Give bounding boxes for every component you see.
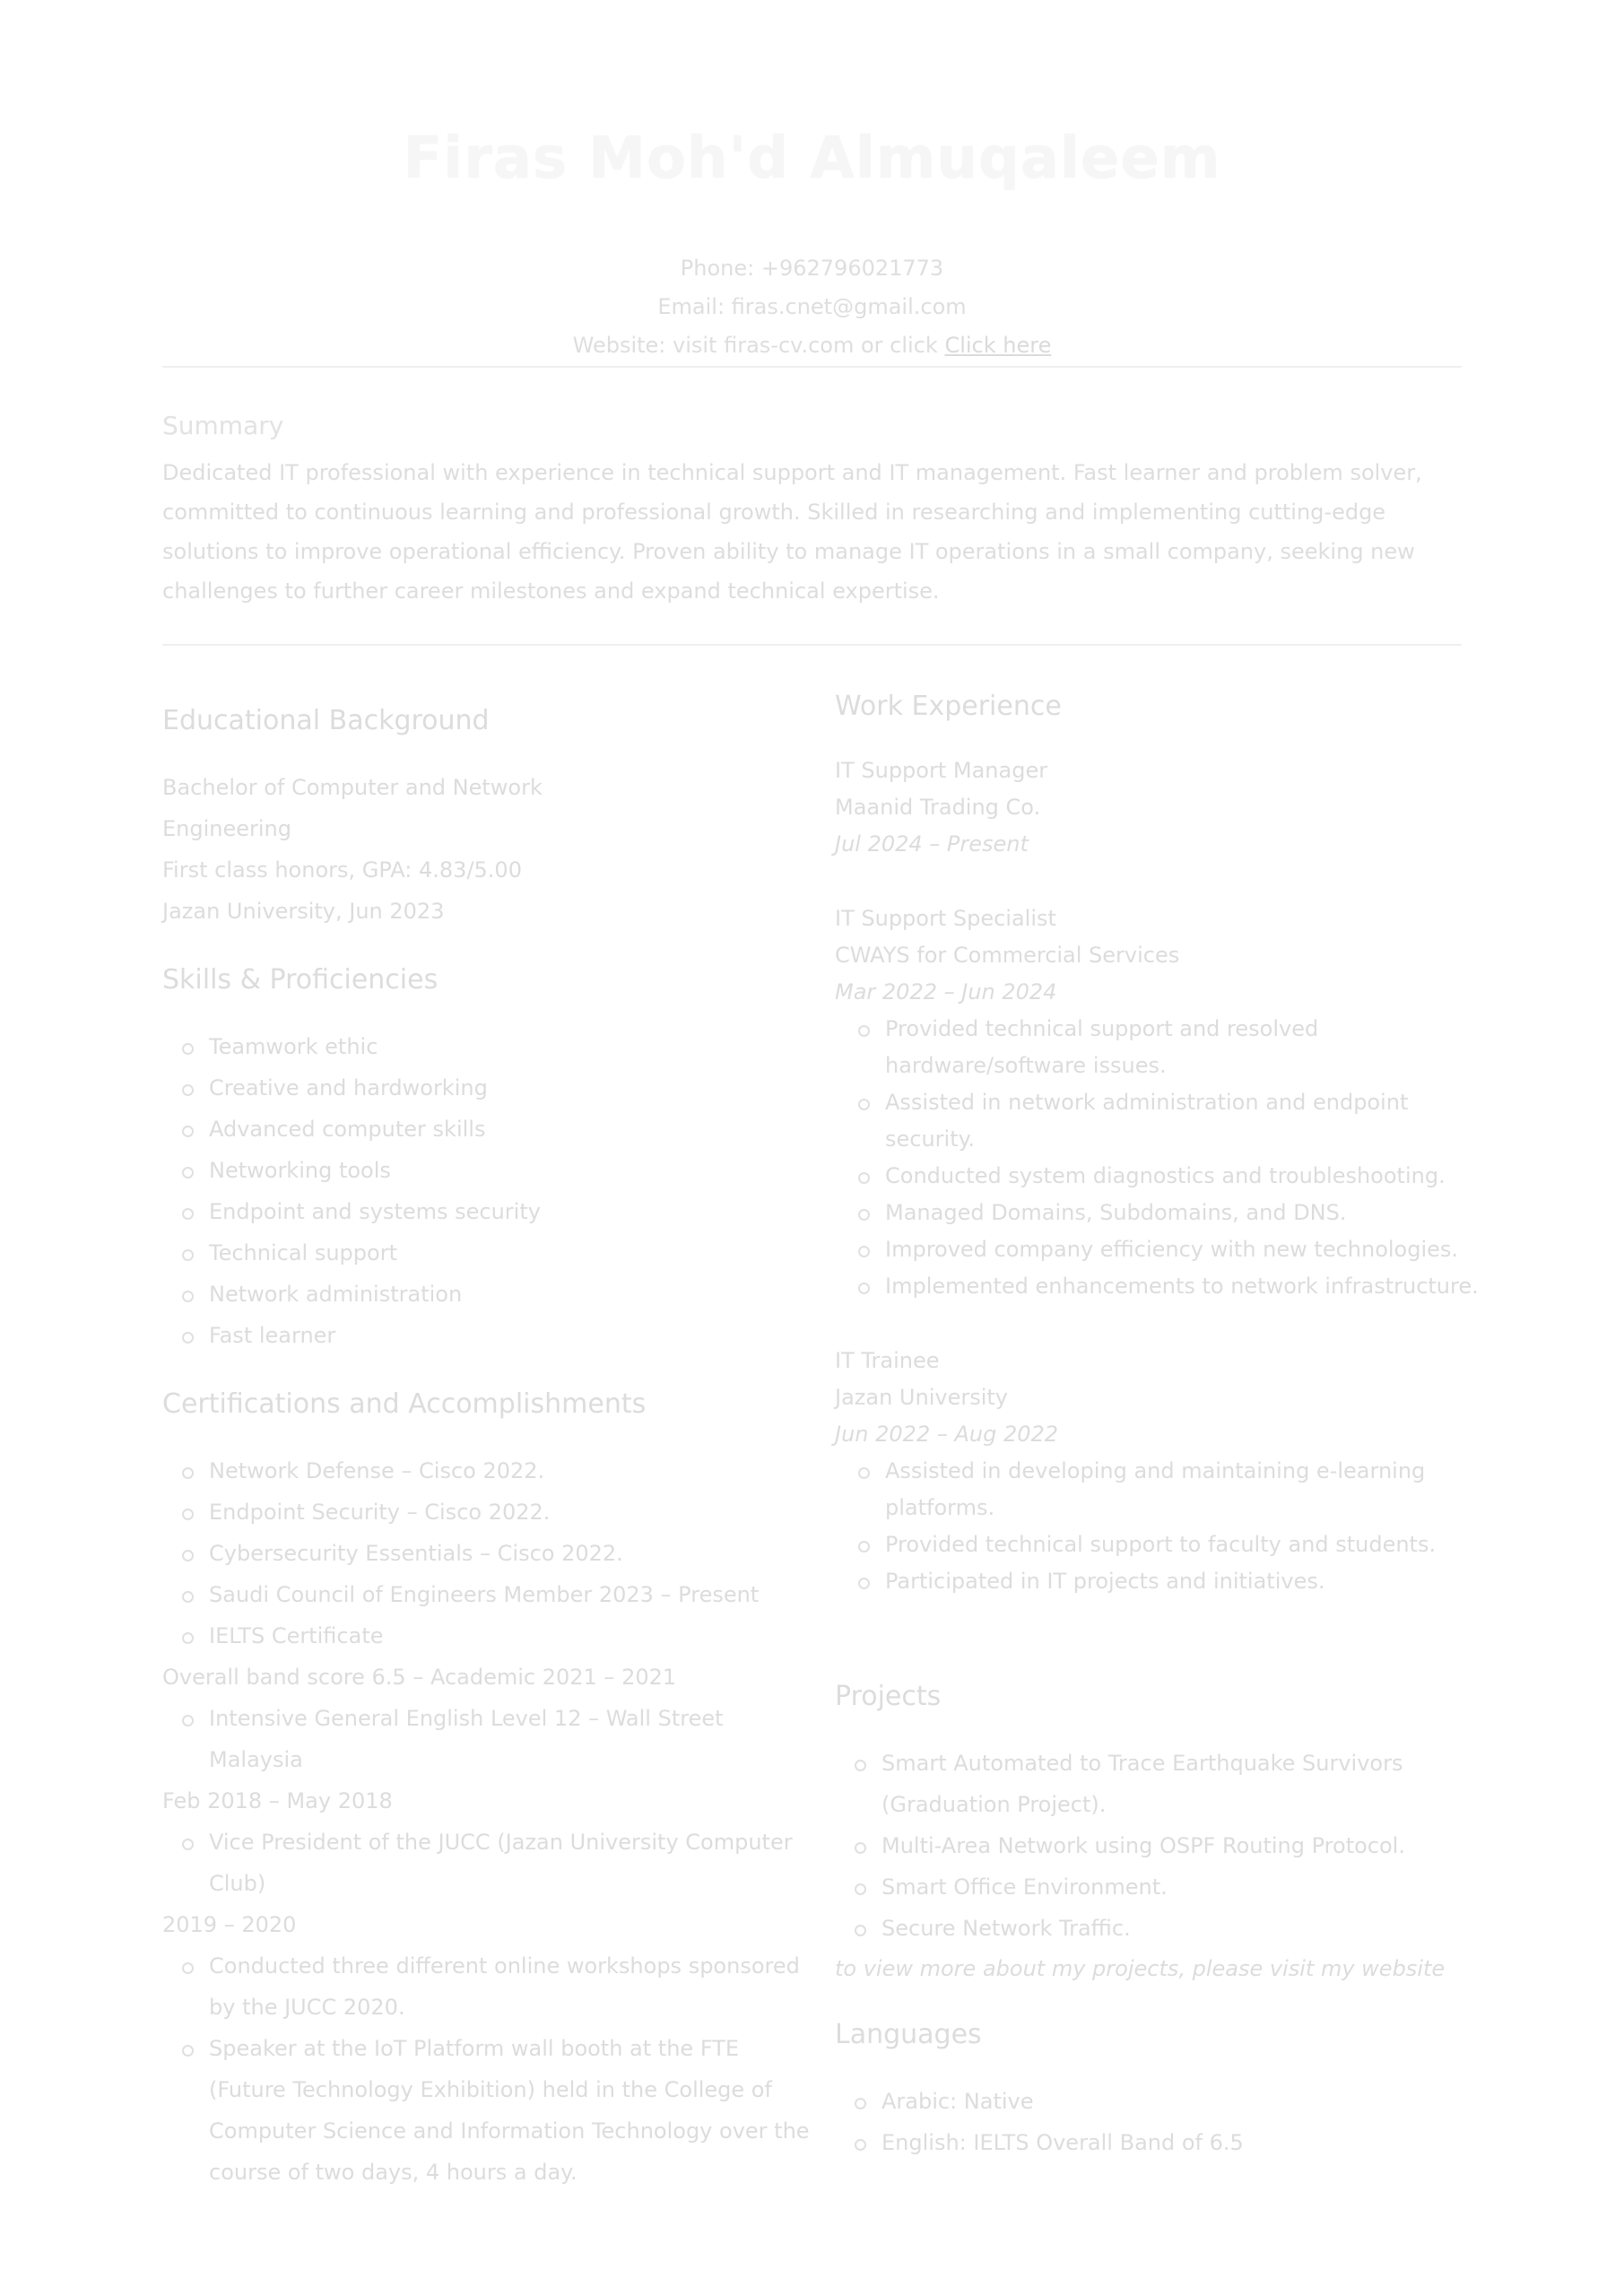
list-item: Smart Office Environment. (881, 1866, 1481, 1908)
job-title: IT Trainee (835, 1348, 940, 1373)
job-title: IT Support Specialist (835, 906, 1056, 931)
education-block (162, 767, 817, 932)
job-date: Jul 2024 – Present (835, 831, 1029, 857)
list-item: Smart Automated to Trace Earthquake Survivors (Graduation Project). (881, 1743, 1481, 1825)
list-item: Speaker at the IoT Platform wall booth at the FTE (Future Technology Exhibition) held in the College of Computer Science and Information Technology over the course of two days, 4 hours a day. (209, 2028, 817, 2193)
job-entry-1 (835, 752, 1481, 863)
list-item: Network administration (209, 1274, 817, 1315)
website-link[interactable]: Click here (944, 333, 1052, 358)
job-date: Jun 2022 – Aug 2022 (835, 1422, 1059, 1447)
website-line (0, 326, 1624, 365)
wallstreet-date-line: Feb 2018 – May 2018 (162, 1788, 393, 1813)
honors-line: First class honors, GPA: 4.83/5.00 (162, 857, 522, 883)
skills-title: Skills & Proficiencies (162, 964, 439, 996)
languages-list (835, 2081, 1481, 2163)
website-prefix: Website: visit firas-cv.com or click (572, 333, 938, 358)
degree-line-1: Bachelor of Computer and Network (162, 775, 543, 800)
projects-title: Projects (835, 1681, 942, 1712)
list-item: Cybersecurity Essentials – Cisco 2022. (209, 1533, 817, 1574)
list-item: Teamwork ethic (209, 1026, 817, 1067)
summary-section (162, 411, 1462, 611)
list-item: Intensive General English Level 12 – Wall Street Malaysia (209, 1698, 817, 1780)
header-divider (162, 366, 1462, 368)
job-bullets (835, 1011, 1481, 1305)
left-column (162, 691, 817, 2193)
job-date: Mar 2022 – Jun 2024 (835, 979, 1057, 1004)
list-item: Saudi Council of Engineers Member 2023 – Present (209, 1574, 817, 1615)
certifications-list-3 (162, 1822, 817, 1904)
resume-header (0, 0, 1624, 365)
summary-divider (162, 644, 1462, 646)
list-item: Arabic: Native (881, 2081, 1481, 2122)
list-item: Improved company efficiency with new technologies. (885, 1231, 1481, 1268)
job-company: CWAYS for Commercial Services (835, 943, 1180, 968)
list-item: IELTS Certificate (209, 1615, 817, 1657)
certifications-list-4 (162, 1945, 817, 2193)
phone-line: Phone: +962796021773 (680, 256, 944, 281)
job-company: Maanid Trading Co. (835, 795, 1041, 820)
list-item: Conducted three different online workshops sponsored by the JUCC 2020. (209, 1945, 817, 2028)
list-item: Vice President of the JUCC (Jazan University Computer Club) (209, 1822, 817, 1904)
job-company: Jazan University (835, 1385, 1008, 1410)
work-title: Work Experience (835, 691, 1062, 722)
projects-note: to view more about my projects, please visit my website (835, 1956, 1446, 1981)
ielts-score-line: Overall band score 6.5 – Academic 2021 – 2021 (162, 1665, 677, 1690)
certifications-list (162, 1450, 817, 1657)
list-item: Assisted in developing and maintaining e-learning platforms. (885, 1453, 1481, 1526)
list-item: English: IELTS Overall Band of 6.5 (881, 2122, 1481, 2163)
certifications-list-2 (162, 1698, 817, 1780)
list-item: Participated in IT projects and initiatives. (885, 1563, 1481, 1600)
list-item: Multi-Area Network using OSPF Routing Protocol. (881, 1825, 1481, 1866)
certifications-title: Certifications and Accomplishments (162, 1388, 647, 1420)
languages-title: Languages (835, 2019, 982, 2050)
email-line: Email: firas.cnet@gmail.com (657, 294, 967, 319)
list-item: Network Defense – Cisco 2022. (209, 1450, 817, 1492)
list-item: Provided technical support to faculty and students. (885, 1526, 1481, 1563)
list-item: Conducted system diagnostics and troubleshooting. (885, 1158, 1481, 1195)
list-item: Advanced computer skills (209, 1109, 817, 1150)
list-item: Assisted in network administration and endpoint security. (885, 1084, 1481, 1158)
job-entry-3 (835, 1343, 1481, 1600)
list-item: Networking tools (209, 1150, 817, 1191)
list-item: Fast learner (209, 1315, 817, 1356)
summary-title: Summary (162, 411, 284, 440)
job-entry-2 (835, 900, 1481, 1305)
list-item: Secure Network Traffic. (881, 1908, 1481, 1949)
list-item: Implemented enhancements to network infrastructure. (885, 1268, 1481, 1305)
list-item: Managed Domains, Subdomains, and DNS. (885, 1195, 1481, 1231)
projects-list (835, 1743, 1481, 1949)
summary-text: Dedicated IT professional with experience in technical support and IT management. Fast learner and problem solver, committed to continuous learning and professional growth. Skilled in researching and implementing cutting-edge solutions to improve operational efficiency. Proven ability to manage IT operations in a small company, seeking new challenges to further career milestones and expand technical expertise. (162, 460, 1422, 604)
job-bullets (835, 1453, 1481, 1600)
right-column (835, 691, 1481, 2196)
degree-line-2: Engineering (162, 816, 291, 841)
list-item: Endpoint and systems security (209, 1191, 817, 1232)
candidate-name: Firas Moh'd Almuqaleem (403, 126, 1221, 192)
education-title: Educational Background (162, 705, 490, 736)
list-item: Endpoint Security – Cisco 2022. (209, 1492, 817, 1533)
job-title: IT Support Manager (835, 758, 1048, 783)
list-item: Creative and hardworking (209, 1067, 817, 1109)
university-line: Jazan University, Jun 2023 (162, 899, 445, 924)
jucc-date-line: 2019 – 2020 (162, 1912, 297, 1937)
skills-list (162, 1026, 817, 1356)
list-item: Provided technical support and resolved hardware/software issues. (885, 1011, 1481, 1084)
list-item: Technical support (209, 1232, 817, 1274)
contact-block (0, 249, 1624, 365)
